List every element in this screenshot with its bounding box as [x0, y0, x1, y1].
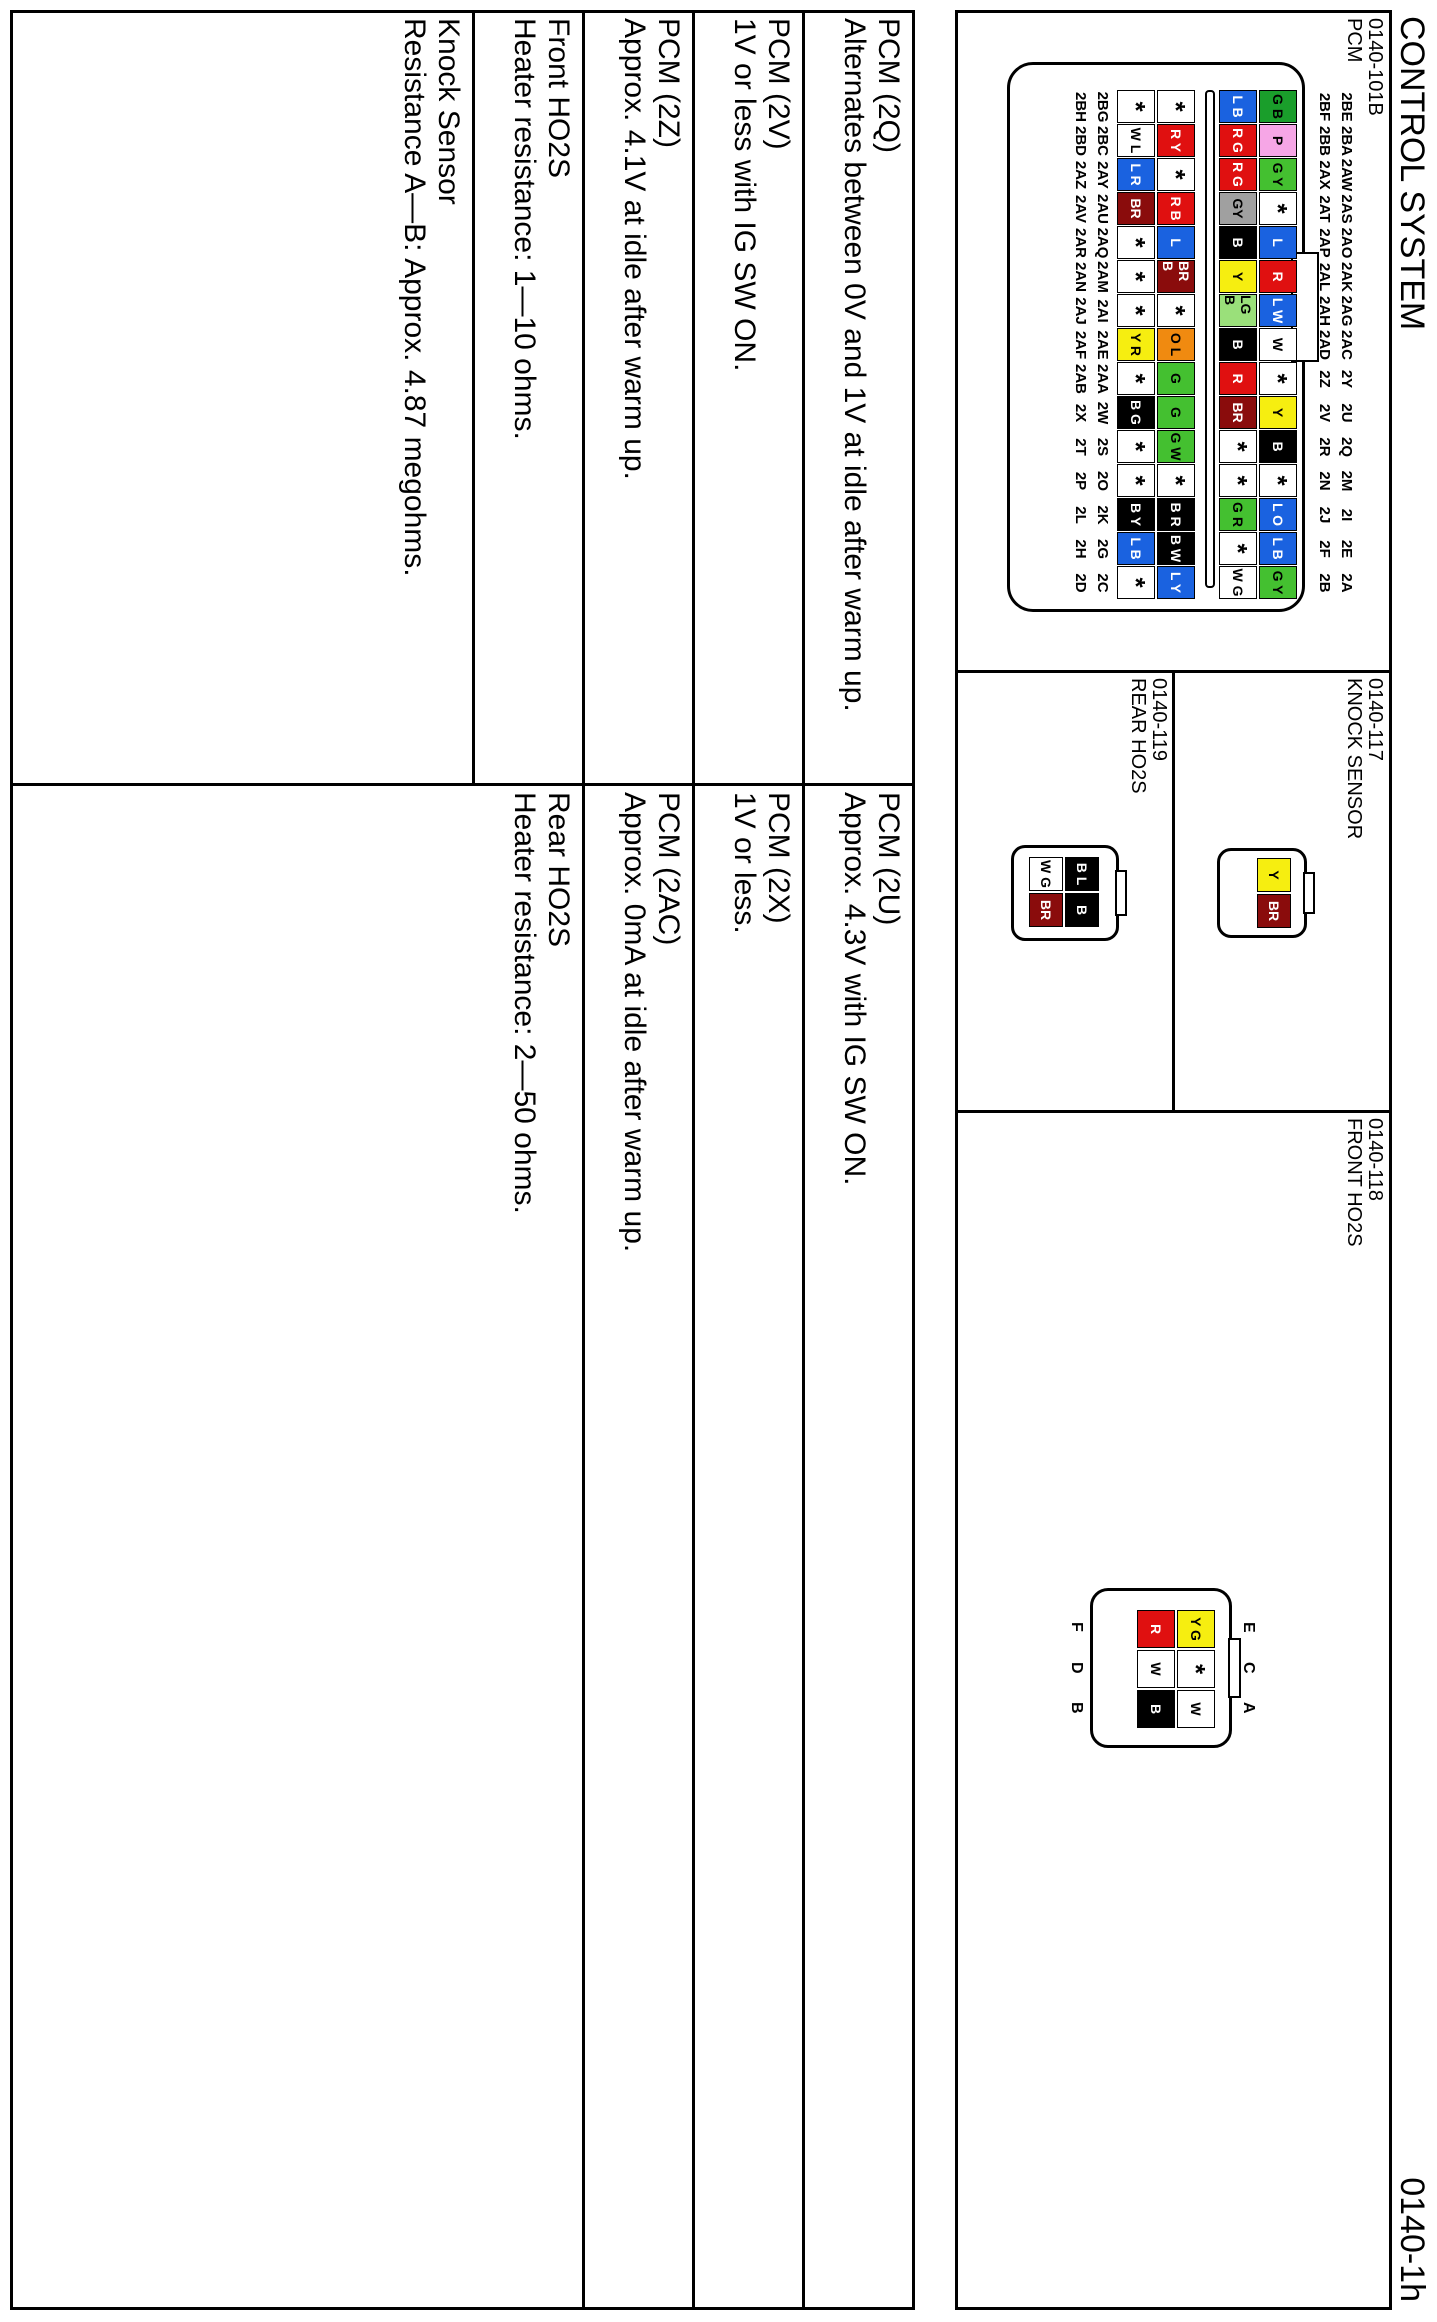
front-connector-label [1343, 1118, 1385, 1247]
spec-desc: Resistance A—B: Approx. 4.87 megohms. [398, 18, 431, 577]
pin-label: 2AR [1072, 227, 1089, 258]
pin-label: 2AL [1316, 262, 1333, 292]
spec-desc: 1V or less with IG SW ON. [728, 18, 761, 372]
pcm-connector-center-rib [1205, 90, 1215, 588]
spec-row-divider-4 [472, 10, 475, 783]
front-connector-name: FRONT HO2S [1343, 1118, 1365, 1247]
pin-letter: F [1068, 1622, 1085, 1632]
pin-label: 2AT [1316, 195, 1333, 223]
spec-title: PCM (2Z) [652, 18, 685, 148]
wire-color-cell: W [1177, 1690, 1215, 1728]
wire-color-cell: L [1259, 226, 1297, 259]
wire-color-cell: R [1219, 362, 1257, 395]
wire-color-cell: G [1157, 362, 1195, 395]
pin-label: 2P [1072, 471, 1089, 491]
pin-label: 2AX [1316, 160, 1333, 190]
pin-label: 2AD [1316, 329, 1333, 360]
spec-title: PCM (2AC) [652, 792, 685, 946]
wire-color-cell: * [1117, 226, 1155, 259]
pin-label: 2BE [1338, 92, 1355, 122]
knock-connector-lock [1303, 872, 1315, 914]
spec-title: PCM (2V) [762, 18, 795, 150]
spec-cell [507, 18, 575, 440]
pin-label: 2K [1094, 505, 1111, 525]
knock-connector-code: 0140-117 [1364, 678, 1386, 762]
pin-label: 2BB [1316, 125, 1333, 156]
wire-color-cell: BR [1257, 894, 1291, 928]
divider-knock-rear [1172, 670, 1175, 1113]
spec-cell [727, 18, 795, 371]
wire-color-cell: G Y [1259, 566, 1297, 599]
wire-color-cell: B Y [1117, 498, 1155, 531]
pin-label: 2D [1072, 573, 1089, 593]
wire-color-cell: B W [1157, 532, 1195, 565]
pin-letter: B [1068, 1702, 1085, 1714]
wire-color-cell: L B [1219, 90, 1257, 123]
wire-color-cell: * [1117, 260, 1155, 293]
spec-cell [727, 792, 795, 934]
knock-connector-name: KNOCK SENSOR [1343, 678, 1365, 840]
pin-label: 2AP [1316, 228, 1333, 258]
spec-row-divider-1 [802, 10, 805, 2310]
pin-label: 2V [1316, 403, 1333, 423]
wire-color-cell: W L [1117, 124, 1155, 157]
wire-color-cell: G B [1259, 90, 1297, 123]
wire-color-cell: P [1259, 124, 1297, 157]
spec-desc: 1V or less. [728, 792, 761, 934]
pin-label: 2H [1072, 539, 1089, 559]
wire-color-cell: Y [1259, 396, 1297, 429]
pcm-connector-code: 0140-101B [1364, 18, 1386, 116]
spec-cell [837, 792, 905, 1185]
pin-label: 2C [1094, 573, 1111, 593]
pin-label: 2AZ [1072, 160, 1089, 190]
pin-label: 2A [1338, 573, 1355, 593]
wire-color-cell: L B [1117, 532, 1155, 565]
wire-color-cell: B R [1157, 498, 1195, 531]
spec-desc: Approx. 4.3V with IG SW ON. [838, 792, 871, 1186]
spec-cell [837, 18, 905, 712]
wire-color-cell: W [1259, 328, 1297, 361]
pin-label: 2AW [1338, 158, 1355, 192]
front-connector-code: 0140-118 [1364, 1118, 1386, 1202]
wire-color-cell: G R [1219, 498, 1257, 531]
wire-color-cell: * [1157, 90, 1195, 123]
pin-label: 2AQ [1094, 227, 1111, 259]
pin-label: 2X [1072, 403, 1089, 423]
wire-color-cell: * [1117, 566, 1155, 599]
wire-color-cell: O L [1157, 328, 1195, 361]
wire-color-cell: * [1117, 294, 1155, 327]
pin-label: 2I [1338, 508, 1355, 522]
spec-table-divider [10, 783, 915, 786]
wire-color-cell: B [1137, 1690, 1175, 1728]
wire-color-cell: L B [1259, 532, 1297, 565]
pin-label: 2BD [1072, 125, 1089, 156]
wire-color-cell: * [1157, 158, 1195, 191]
wire-color-cell: * [1219, 464, 1257, 497]
wire-color-cell: L W [1259, 294, 1297, 327]
spec-cell [617, 792, 685, 1252]
wire-color-cell: BR [1117, 192, 1155, 225]
wire-color-cell: BR [1219, 396, 1257, 429]
pin-label: 2J [1316, 506, 1333, 524]
rear-connector-code: 0140-119 [1148, 678, 1170, 762]
pin-label: 2AS [1338, 194, 1355, 224]
pin-label: 2AB [1072, 363, 1089, 394]
spec-cell [397, 18, 465, 577]
pin-label: 2F [1316, 540, 1333, 558]
pin-label: 2Z [1316, 370, 1333, 388]
page-code: 0140-1h [1393, 2177, 1431, 2302]
spec-cell [507, 792, 575, 1214]
pin-label: 2Q [1338, 436, 1355, 457]
spec-row-divider-3 [582, 10, 585, 2310]
wire-color-cell: L Y [1157, 566, 1195, 599]
pin-label: 2R [1316, 437, 1333, 457]
spec-title: Knock Sensor [432, 18, 465, 205]
pin-label: 2W [1094, 401, 1111, 425]
wire-color-cell: * [1117, 464, 1155, 497]
pin-label: 2N [1316, 471, 1333, 491]
spec-desc: Alternates between 0V and 1V at idle after warm up. [838, 18, 871, 712]
knock-connector-label [1343, 678, 1385, 839]
wire-color-cell: * [1259, 362, 1297, 395]
spec-desc: Heater resistance: 2—50 ohms. [508, 792, 541, 1214]
pin-label: 2U [1338, 403, 1355, 423]
pin-label: 2AI [1094, 299, 1111, 323]
pin-label: 2AM [1094, 261, 1111, 293]
wire-color-cell: BR [1029, 893, 1063, 927]
spec-title: PCM (2U) [872, 792, 905, 926]
pin-label: 2AY [1094, 161, 1111, 189]
wire-color-cell: Y [1257, 858, 1291, 892]
wire-color-cell: Y R [1117, 328, 1155, 361]
rear-connector-lock [1115, 870, 1127, 916]
wire-color-cell: G [1157, 396, 1195, 429]
wire-color-cell: B G [1117, 396, 1155, 429]
wire-color-cell: BR B [1157, 260, 1195, 293]
pin-label: 2AU [1094, 193, 1111, 224]
spec-desc: Approx. 0mA at idle after warm up. [618, 792, 651, 1253]
wire-color-cell: G W [1157, 430, 1195, 463]
wire-color-cell: * [1177, 1650, 1215, 1688]
pin-label: 2BH [1072, 91, 1089, 122]
pin-label: 2AN [1072, 261, 1089, 292]
wire-color-cell: Y G [1177, 1610, 1215, 1648]
pin-letter: E [1240, 1622, 1257, 1633]
wire-color-cell: R [1137, 1610, 1175, 1648]
wire-color-cell: W [1137, 1650, 1175, 1688]
wire-color-cell: * [1219, 532, 1257, 565]
pin-letter: A [1240, 1702, 1257, 1714]
wire-color-cell: * [1219, 430, 1257, 463]
pin-label: 2AK [1338, 261, 1355, 292]
wire-color-cell: * [1117, 90, 1155, 123]
page-title: CONTROL SYSTEM [1393, 16, 1431, 331]
wire-color-cell: R G [1219, 158, 1257, 191]
pin-label: 2AA [1094, 363, 1111, 394]
pin-label: 2BF [1316, 92, 1333, 122]
wire-color-cell: R B [1157, 192, 1195, 225]
wire-color-cell: R Y [1157, 124, 1195, 157]
spec-row-divider-2 [692, 10, 695, 2310]
pin-label: 2AF [1072, 330, 1089, 360]
pin-label: 2BG [1094, 91, 1111, 123]
wire-color-cell: * [1117, 430, 1155, 463]
wire-color-cell: LG B [1219, 294, 1257, 327]
pin-label: 2BA [1338, 125, 1355, 156]
pin-label: 2AG [1338, 295, 1355, 327]
wire-color-cell: B [1219, 328, 1257, 361]
rear-connector-name: REAR HO2S [1127, 678, 1149, 794]
pin-label: 2AO [1338, 227, 1355, 259]
wire-color-cell: * [1157, 294, 1195, 327]
pin-label: 2G [1094, 538, 1111, 559]
wire-color-cell: B L [1065, 857, 1099, 891]
pin-label: 2BC [1094, 125, 1111, 156]
spec-desc: Heater resistance: 1—10 ohms. [508, 18, 541, 440]
wire-color-cell: R G [1219, 124, 1257, 157]
wire-color-cell: W G [1219, 566, 1257, 599]
spec-title: PCM (2X) [762, 792, 795, 924]
wire-color-cell: Y [1219, 260, 1257, 293]
wire-color-cell: GY [1219, 192, 1257, 225]
wire-color-cell: * [1157, 464, 1195, 497]
spec-title: PCM (2Q) [872, 18, 905, 153]
wire-color-cell: B [1065, 893, 1099, 927]
wire-color-cell: L [1157, 226, 1195, 259]
spec-cell [617, 18, 685, 480]
wire-color-cell: L O [1259, 498, 1297, 531]
wire-color-cell: * [1259, 192, 1297, 225]
wire-color-cell: * [1117, 362, 1155, 395]
pin-label: 2T [1072, 438, 1089, 456]
wire-color-cell: * [1259, 464, 1297, 497]
pin-label: 2AJ [1072, 297, 1089, 325]
spec-title: Rear HO2S [542, 792, 575, 948]
pin-label: 2S [1094, 437, 1111, 457]
pin-label: 2AH [1316, 295, 1333, 326]
rear-connector-label [1127, 678, 1169, 794]
wire-color-cell: W G [1029, 857, 1063, 891]
wire-color-cell: B [1219, 226, 1257, 259]
pin-label: 2Y [1338, 369, 1355, 389]
pin-label: 2L [1072, 506, 1089, 524]
wire-color-cell: G Y [1259, 158, 1297, 191]
pin-label: 2AE [1094, 330, 1111, 360]
pin-label: 2O [1094, 470, 1111, 491]
pin-label: 2M [1338, 470, 1355, 492]
spec-desc: Approx. 4.1V at idle after warm up. [618, 18, 651, 480]
pcm-connector-name: PCM [1343, 18, 1365, 63]
wire-color-cell: L R [1117, 158, 1155, 191]
pin-label: 2E [1338, 539, 1355, 559]
wire-color-cell: B [1259, 430, 1297, 463]
wire-color-cell: R [1259, 260, 1297, 293]
pin-label: 2B [1316, 573, 1333, 593]
pin-label: 2AV [1072, 194, 1089, 224]
pin-letter: C [1240, 1662, 1257, 1674]
pin-letter: D [1068, 1662, 1085, 1674]
spec-title: Front HO2S [542, 18, 575, 179]
pin-label: 2AC [1338, 329, 1355, 360]
